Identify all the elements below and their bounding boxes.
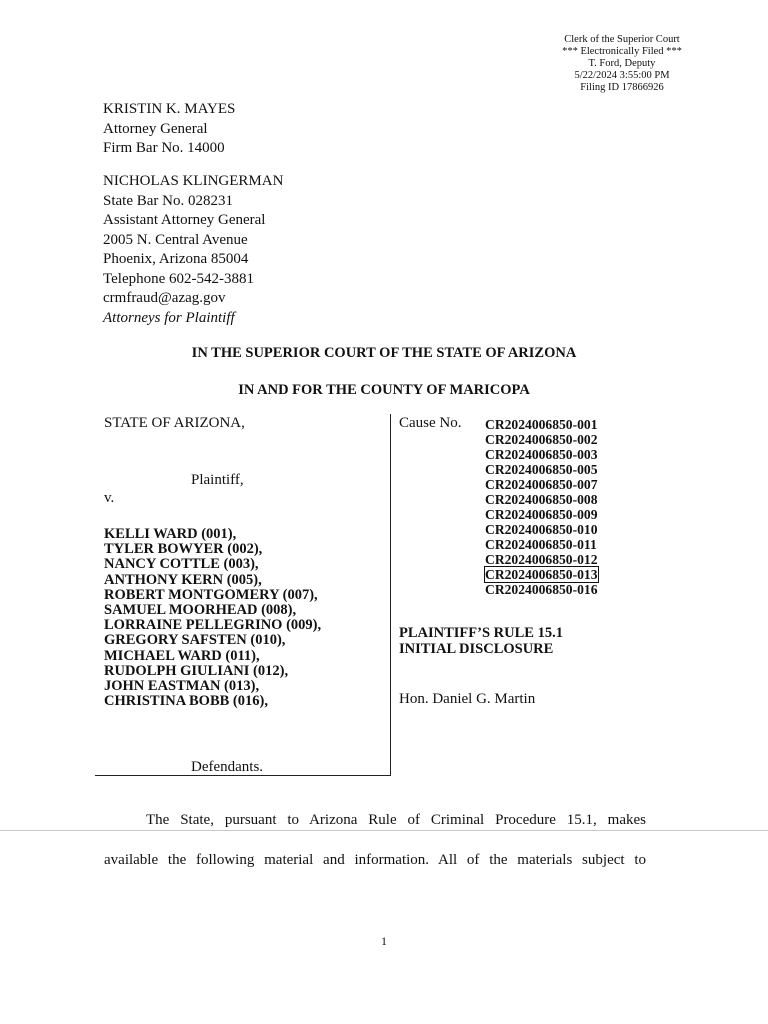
versus-label: v. <box>104 490 115 506</box>
filing-stamp <box>542 34 702 94</box>
court-heading-2: IN AND FOR THE COUNTY OF MARICOPA <box>238 382 530 398</box>
cause-number: CR2024006850-011 <box>485 537 597 552</box>
plaintiff-label: Plaintiff, <box>191 472 244 488</box>
assistant-role: Attorneys for Plaintiff <box>103 309 235 326</box>
attorney-general-block <box>103 100 235 159</box>
cause-number: CR2024006850-001 <box>485 417 598 432</box>
cause-number: CR2024006850-016 <box>485 582 598 597</box>
assistant-name: NICHOLAS KLINGERMAN <box>103 173 284 189</box>
caption-bottom-rule <box>95 775 391 776</box>
plaintiff-name: STATE OF ARIZONA, <box>104 415 245 431</box>
assistant-phone: Telephone 602-542-3881 <box>103 270 254 287</box>
cause-label: Cause No. <box>399 415 462 431</box>
page-separator-line <box>0 830 768 831</box>
assistant-title: Assistant Attorney General <box>103 212 266 228</box>
stamp-line: 5/22/2024 3:55:00 PM <box>574 70 670 81</box>
defendant-item: MICHAEL WARD (011), <box>104 647 260 664</box>
defendant-item: GREGORY SAFSTEN (010), <box>104 632 286 649</box>
court-heading-1: IN THE SUPERIOR COURT OF THE STATE OF ARIZONA <box>191 345 577 361</box>
body-paragraph-line-2: available the following material and information. All of the materials subject to <box>104 852 646 868</box>
cause-number: CR2024006850-005 <box>485 462 598 477</box>
assistant-attorney-block <box>103 172 283 328</box>
judge-name: Hon. Daniel G. Martin <box>399 691 536 707</box>
stamp-line: *** Electronically Filed *** <box>562 46 682 57</box>
cause-number: CR2024006850-002 <box>485 432 598 447</box>
defendant-item: CHRISTINA BOBB (016), <box>104 693 268 710</box>
highlight-box: CR2024006850-013 <box>485 567 598 582</box>
assistant-email: crmfraud@azag.gov <box>103 290 226 306</box>
ag-title: Attorney General <box>103 120 208 137</box>
ag-bar: Firm Bar No. 14000 <box>103 140 225 156</box>
cause-number: CR2024006850-009 <box>485 507 598 522</box>
defendant-item: NANCY COTTLE (003), <box>104 556 259 573</box>
defendant-item: SAMUEL MOORHEAD (008), <box>104 602 297 619</box>
body-paragraph-line-1: The State, pursuant to Arizona Rule of Criminal Procedure 15.1, makes <box>146 812 646 828</box>
cause-number: CR2024006850-008 <box>485 492 598 507</box>
cause-number-highlighted <box>485 567 598 582</box>
cause-number: CR2024006850-003 <box>485 447 598 462</box>
defendant-item: ANTHONY KERN (005), <box>104 571 262 588</box>
page-number: 1 <box>381 934 387 948</box>
assistant-city: Phoenix, Arizona 85004 <box>103 251 249 267</box>
stamp-line: Filing ID 17866926 <box>580 82 664 93</box>
document-title-line-1: PLAINTIFF’S RULE 15.1 <box>399 625 563 641</box>
stamp-line: Clerk of the Superior Court <box>564 34 680 45</box>
cause-number: CR2024006850-007 <box>485 477 598 492</box>
defendant-item: KELLI WARD (001), <box>104 526 237 542</box>
defendants-list <box>104 527 321 709</box>
ag-name: KRISTIN K. MAYES <box>103 101 236 117</box>
assistant-street: 2005 N. Central Avenue <box>103 231 248 248</box>
assistant-bar: State Bar No. 028231 <box>103 192 233 209</box>
defendant-item: RUDOLPH GIULIANI (012), <box>104 662 289 679</box>
caption-plaintiff <box>104 415 390 432</box>
defendants-label: Defendants. <box>191 759 264 775</box>
cause-number: CR2024006850-010 <box>485 522 598 537</box>
defendant-item: TYLER BOWYER (002), <box>104 541 263 558</box>
caption-vertical-rule <box>390 414 391 776</box>
document-title-line-2: INITIAL DISCLOSURE <box>399 641 554 657</box>
defendant-item: ROBERT MONTGOMERY (007), <box>104 586 318 603</box>
defendant-item: JOHN EASTMAN (013), <box>104 678 260 695</box>
cause-number: CR2024006850-012 <box>485 552 598 567</box>
stamp-line: T. Ford, Deputy <box>588 58 656 69</box>
defendant-item: LORRAINE PELLEGRINO (009), <box>104 617 322 634</box>
document-title <box>399 625 563 657</box>
cause-number-list <box>485 417 598 597</box>
